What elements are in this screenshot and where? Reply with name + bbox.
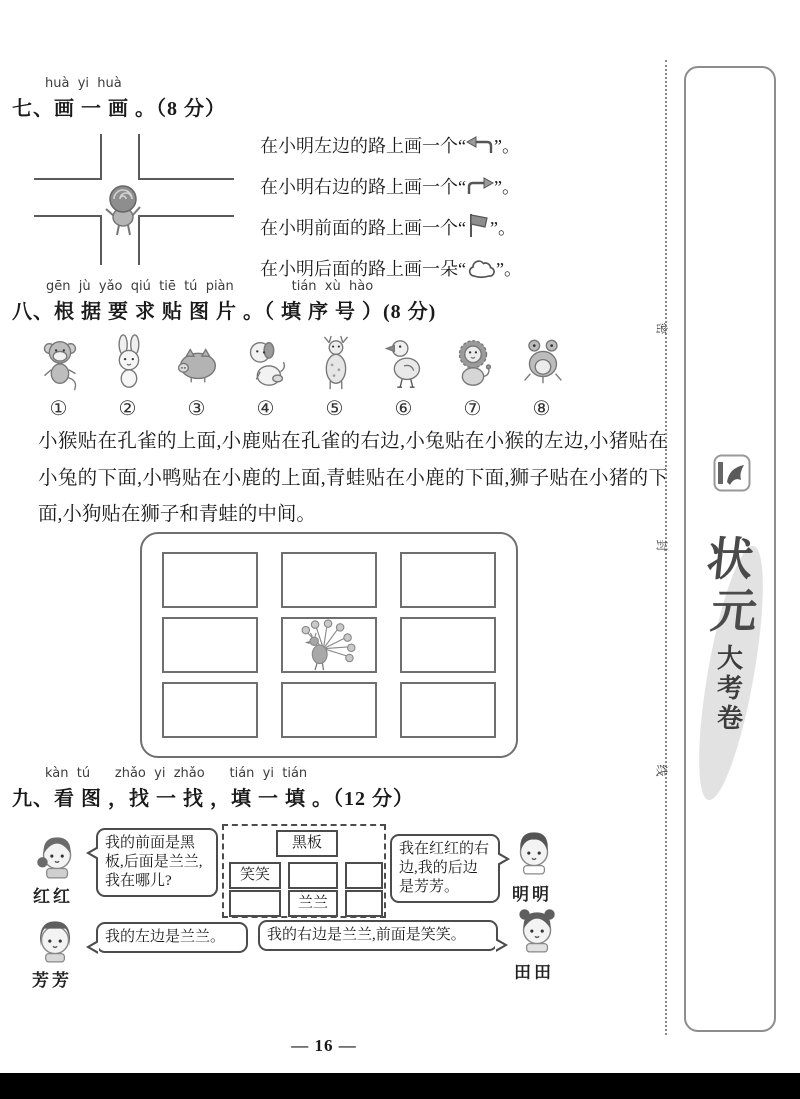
animal-number: ② — [118, 398, 137, 420]
cloud-icon — [466, 257, 496, 279]
rabbit-icon — [99, 332, 157, 394]
instruction-text: 在小明后面的路上画一朵“ — [260, 259, 466, 279]
classroom-scene — [22, 820, 667, 995]
flag-icon — [466, 212, 490, 238]
animal-number: ⑦ — [463, 398, 482, 420]
peacock-icon — [291, 619, 367, 671]
animal-number: ⑤ — [325, 398, 344, 420]
hong-hong-bubble: 我的前面是黑板,后面是兰兰,我在哪儿? — [96, 828, 218, 897]
animal-number: ⑥ — [394, 398, 413, 420]
duck-icon — [375, 332, 433, 394]
instruction-text: ”。 — [490, 218, 516, 238]
seat-lanlan: 兰兰 — [288, 890, 338, 917]
fang-fang-avatar-icon — [28, 912, 80, 964]
hong-hong-avatar-icon — [30, 828, 82, 880]
grid-cell — [281, 682, 377, 738]
seat-xiaoxiao: 笑笑 — [229, 862, 281, 889]
grid-cell — [162, 552, 258, 608]
page-number: — 16 — — [291, 1036, 357, 1055]
student-name-label: 红红 — [33, 887, 73, 906]
grid-cell — [162, 617, 258, 673]
animal-row — [24, 332, 576, 421]
student-name-label: 田田 — [514, 963, 554, 982]
seal-char-feng: 封 — [654, 539, 669, 552]
grid-cell — [162, 682, 258, 738]
section7-pinyin: huà yi huà — [45, 76, 122, 91]
animal-number: ④ — [256, 398, 275, 420]
section7-instructions — [260, 126, 570, 290]
animal-number: ③ — [187, 398, 206, 420]
instruction-line — [260, 167, 570, 208]
animal-item-monkey — [24, 332, 93, 421]
grid-cell — [400, 552, 496, 608]
brand-char: 状 — [704, 532, 756, 586]
pig-icon — [168, 332, 226, 394]
ming-ming-bubble: 我在红红的右边,我的后边是芳芳。 — [390, 834, 500, 903]
student-name-label: 明明 — [512, 885, 552, 904]
animal-number: ⑧ — [532, 398, 551, 420]
fang-fang-bubble: 我的左边是兰兰。 — [96, 922, 248, 953]
brand-char: 元 — [708, 584, 760, 638]
section8-pinyin: gēn jù yǎo qiú tiē tú piàn tián xù hào — [46, 279, 374, 294]
animal-item-deer — [300, 332, 369, 421]
animal-number: ① — [49, 398, 68, 420]
grid-cell — [400, 682, 496, 738]
seat-empty — [345, 890, 383, 917]
grid-cell-peacock — [281, 617, 377, 673]
instruction-text: 在小明右边的路上画一个“ — [260, 177, 466, 197]
section8-paragraph: 小猴贴在孔雀的上面,小鹿贴在孔雀的右边,小兔贴在小猴的左边,小猪贴在小兔的下面,小鸭贴在小鹿的上面,青蛙贴在小鹿的下面,狮子贴在小猪的下面,小狗贴在狮子和青蛙的中间。 — [38, 431, 668, 525]
instruction-text: ”。 — [494, 177, 520, 197]
section9-pinyin: kàn tú zhǎo yi zhǎo tián yi tián — [45, 766, 308, 781]
seating-grid — [222, 824, 386, 918]
animal-item-frog — [507, 332, 576, 421]
road-corner — [138, 215, 234, 265]
brand-side-strip — [684, 66, 776, 1032]
tian-tian-bubble: 我的右边是兰兰,前面是笑笑。 — [258, 920, 498, 951]
instruction-line — [260, 126, 570, 167]
animal-item-dog — [231, 332, 300, 421]
instruction-text: ”。 — [494, 136, 520, 156]
grid-cell — [281, 552, 377, 608]
road-corner — [34, 215, 102, 265]
seal-char-mi: 密 — [654, 322, 669, 335]
crossroads-figure — [28, 132, 238, 270]
scan-black-bar — [0, 1073, 800, 1099]
ming-ming-avatar-icon — [508, 824, 560, 876]
brand-text — [686, 448, 774, 734]
deer-icon — [306, 332, 364, 394]
section9-title: 九、看 图 ，找 一 找 ，填 一 填 。（12 分） — [12, 788, 414, 810]
animal-item-pig — [162, 332, 231, 421]
seal-char-xian: 线 — [654, 764, 669, 777]
tian-tian-avatar-icon — [510, 902, 562, 954]
brand-subtitle: 大考卷 — [716, 644, 743, 734]
animal-item-duck — [369, 332, 438, 421]
seat-empty — [345, 862, 383, 889]
grid-cell — [400, 617, 496, 673]
turn-right-arrow-icon — [466, 177, 494, 197]
instruction-text: 在小明前面的路上画一个“ — [260, 218, 466, 238]
section8-title: 八、根 据 要 求 贴 图 片 。（ 填 序 号 ）(8 分) — [12, 301, 437, 323]
instruction-text: ”。 — [496, 259, 522, 279]
dog-icon — [237, 332, 295, 394]
monkey-icon — [30, 332, 88, 394]
animal-item-lion — [438, 332, 507, 421]
lion-icon — [444, 332, 502, 394]
road-corner — [138, 134, 234, 180]
seat-blackboard: 黑板 — [276, 830, 338, 857]
instruction-text: 在小明左边的路上画一个“ — [260, 136, 466, 156]
xiaoming-boy-icon — [104, 184, 142, 238]
student-name-label: 芳芳 — [32, 971, 72, 990]
instruction-line — [260, 208, 570, 249]
animal-item-rabbit — [93, 332, 162, 421]
paste-grid — [140, 532, 518, 758]
seat-empty — [288, 862, 338, 889]
seat-empty — [229, 890, 281, 917]
frog-icon — [513, 332, 571, 394]
section7-title: 七、画 一 画 。（8 分） — [12, 98, 226, 120]
turn-left-arrow-icon — [466, 136, 494, 156]
road-corner — [34, 134, 102, 180]
